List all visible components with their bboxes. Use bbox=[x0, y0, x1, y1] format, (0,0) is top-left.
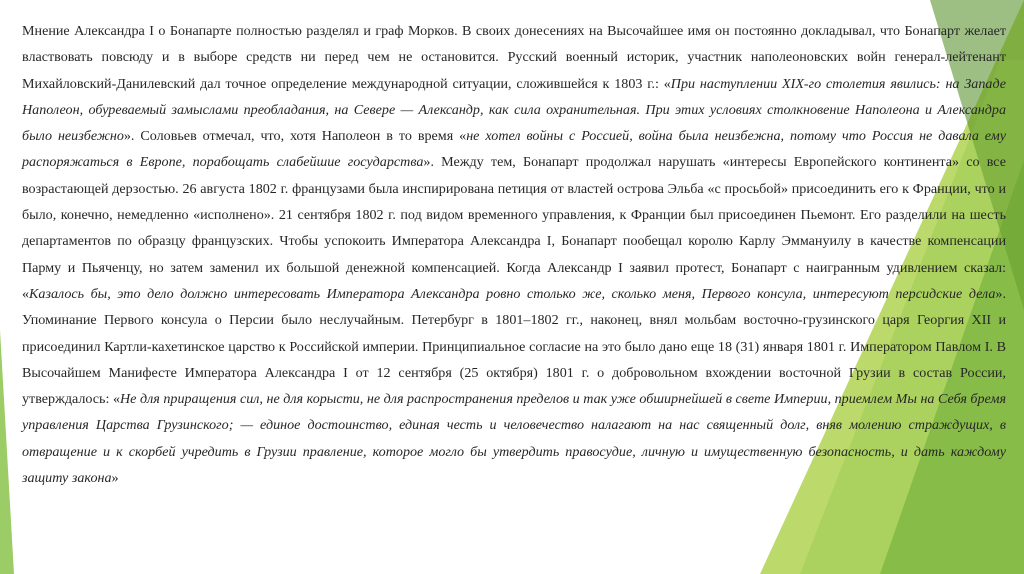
left-edge-shape bbox=[0, 330, 14, 574]
text-run: ». Между тем, Бонапарт продолжал нарушать «интересы Европейского континента» со все возрастающей дерзостью. 26 августа 1802 г. французами была инспирирована петиция от властей острова Эльба «с просьбой» присоединить его к Франции, что и было, конечно, немедленно «исполнено». 21 сентября 1802 г. под видом временного управления, к Франции был присоединен Пьемонт. Его разделили на шесть департаментов по образцу французских. Чтобы успокоить Императора Александра I, Бонапарт пообещал королю Карлу Эммануилу в качестве компенсации Парму и Пьяченцу, но затем заменил их большой денежной компенсацией. Когда Александр I заявил протест, Бонапарт с наигранным удивлением сказал: « bbox=[22, 154, 1006, 302]
text-run: ». Упоминание Первого консула о Персии было неслучайным. Петербург в 1801–1802 гг., наконец, внял мольбам восточно-грузинского царя Георгия XII и присоединил Картли-кахетинское царство к Российской империи. Принципиальное согласие на это было дано еще 18 (31) января 1801 г. Императором Павлом I. В Высочайшем Манифесте Императора Александра I от 12 сентября (25 октября) 1801 г. о добровольном вхождении восточной Грузии в состав России, утверждалось: « bbox=[22, 285, 1006, 408]
text-run: » bbox=[111, 470, 119, 487]
body-paragraph bbox=[22, 18, 1006, 491]
text-run: Мнение Александра I о Бонапарте полностью разделял и граф Морков. В своих донесениях на Высочайшее имя он постоянно докладывал, что Бонапарт желает властвовать повсюду и в выборе средств ни перед чем не остановится. Русский военный историк, участник наполеоновских войн генерал-лейтенант Михайловский-Данилевский дал точное определение международной ситуации, сложившейся к 1803 г.: « bbox=[22, 23, 1006, 92]
text-box bbox=[22, 18, 1006, 491]
quote-run: не хотел войны с Россией, война была неизбежна, потому что Россия не давала ему распоряжаться в Европе, порабощать слабейшие государства bbox=[22, 128, 1006, 171]
quote-run: Не для приращения сил, не для корысти, не для распространения пределов и так уже обширнейшей в свете Империи, приемлем Мы на Себя бремя управления Царства Грузинского; — единое достоинство, единая честь и человечество налагают на нас священный долг, вняв молению страждущих, в отвращение и к скорбей учредить в Грузии правление, которое могло бы утвердить правосудие, личную и имущественную безопасность, и дать каждому защиту закона bbox=[22, 391, 1007, 487]
quote-run: Казалось бы, это дело должно интересовать Императора Александра ровно столько же, сколько меня, Первого консула, интересуют персидские дела bbox=[29, 285, 996, 302]
text-run: ». Соловьев отмечал, что, хотя Наполеон в то время « bbox=[123, 128, 467, 145]
quote-run: При наступлении XIX-го столетия явились: на Западе Наполеон, обуреваемый замыслами преобладания, на Севере — Александр, как сила охранительная. При этих условиях столкновение Наполеона и Александра было неизбежно bbox=[22, 75, 1006, 145]
